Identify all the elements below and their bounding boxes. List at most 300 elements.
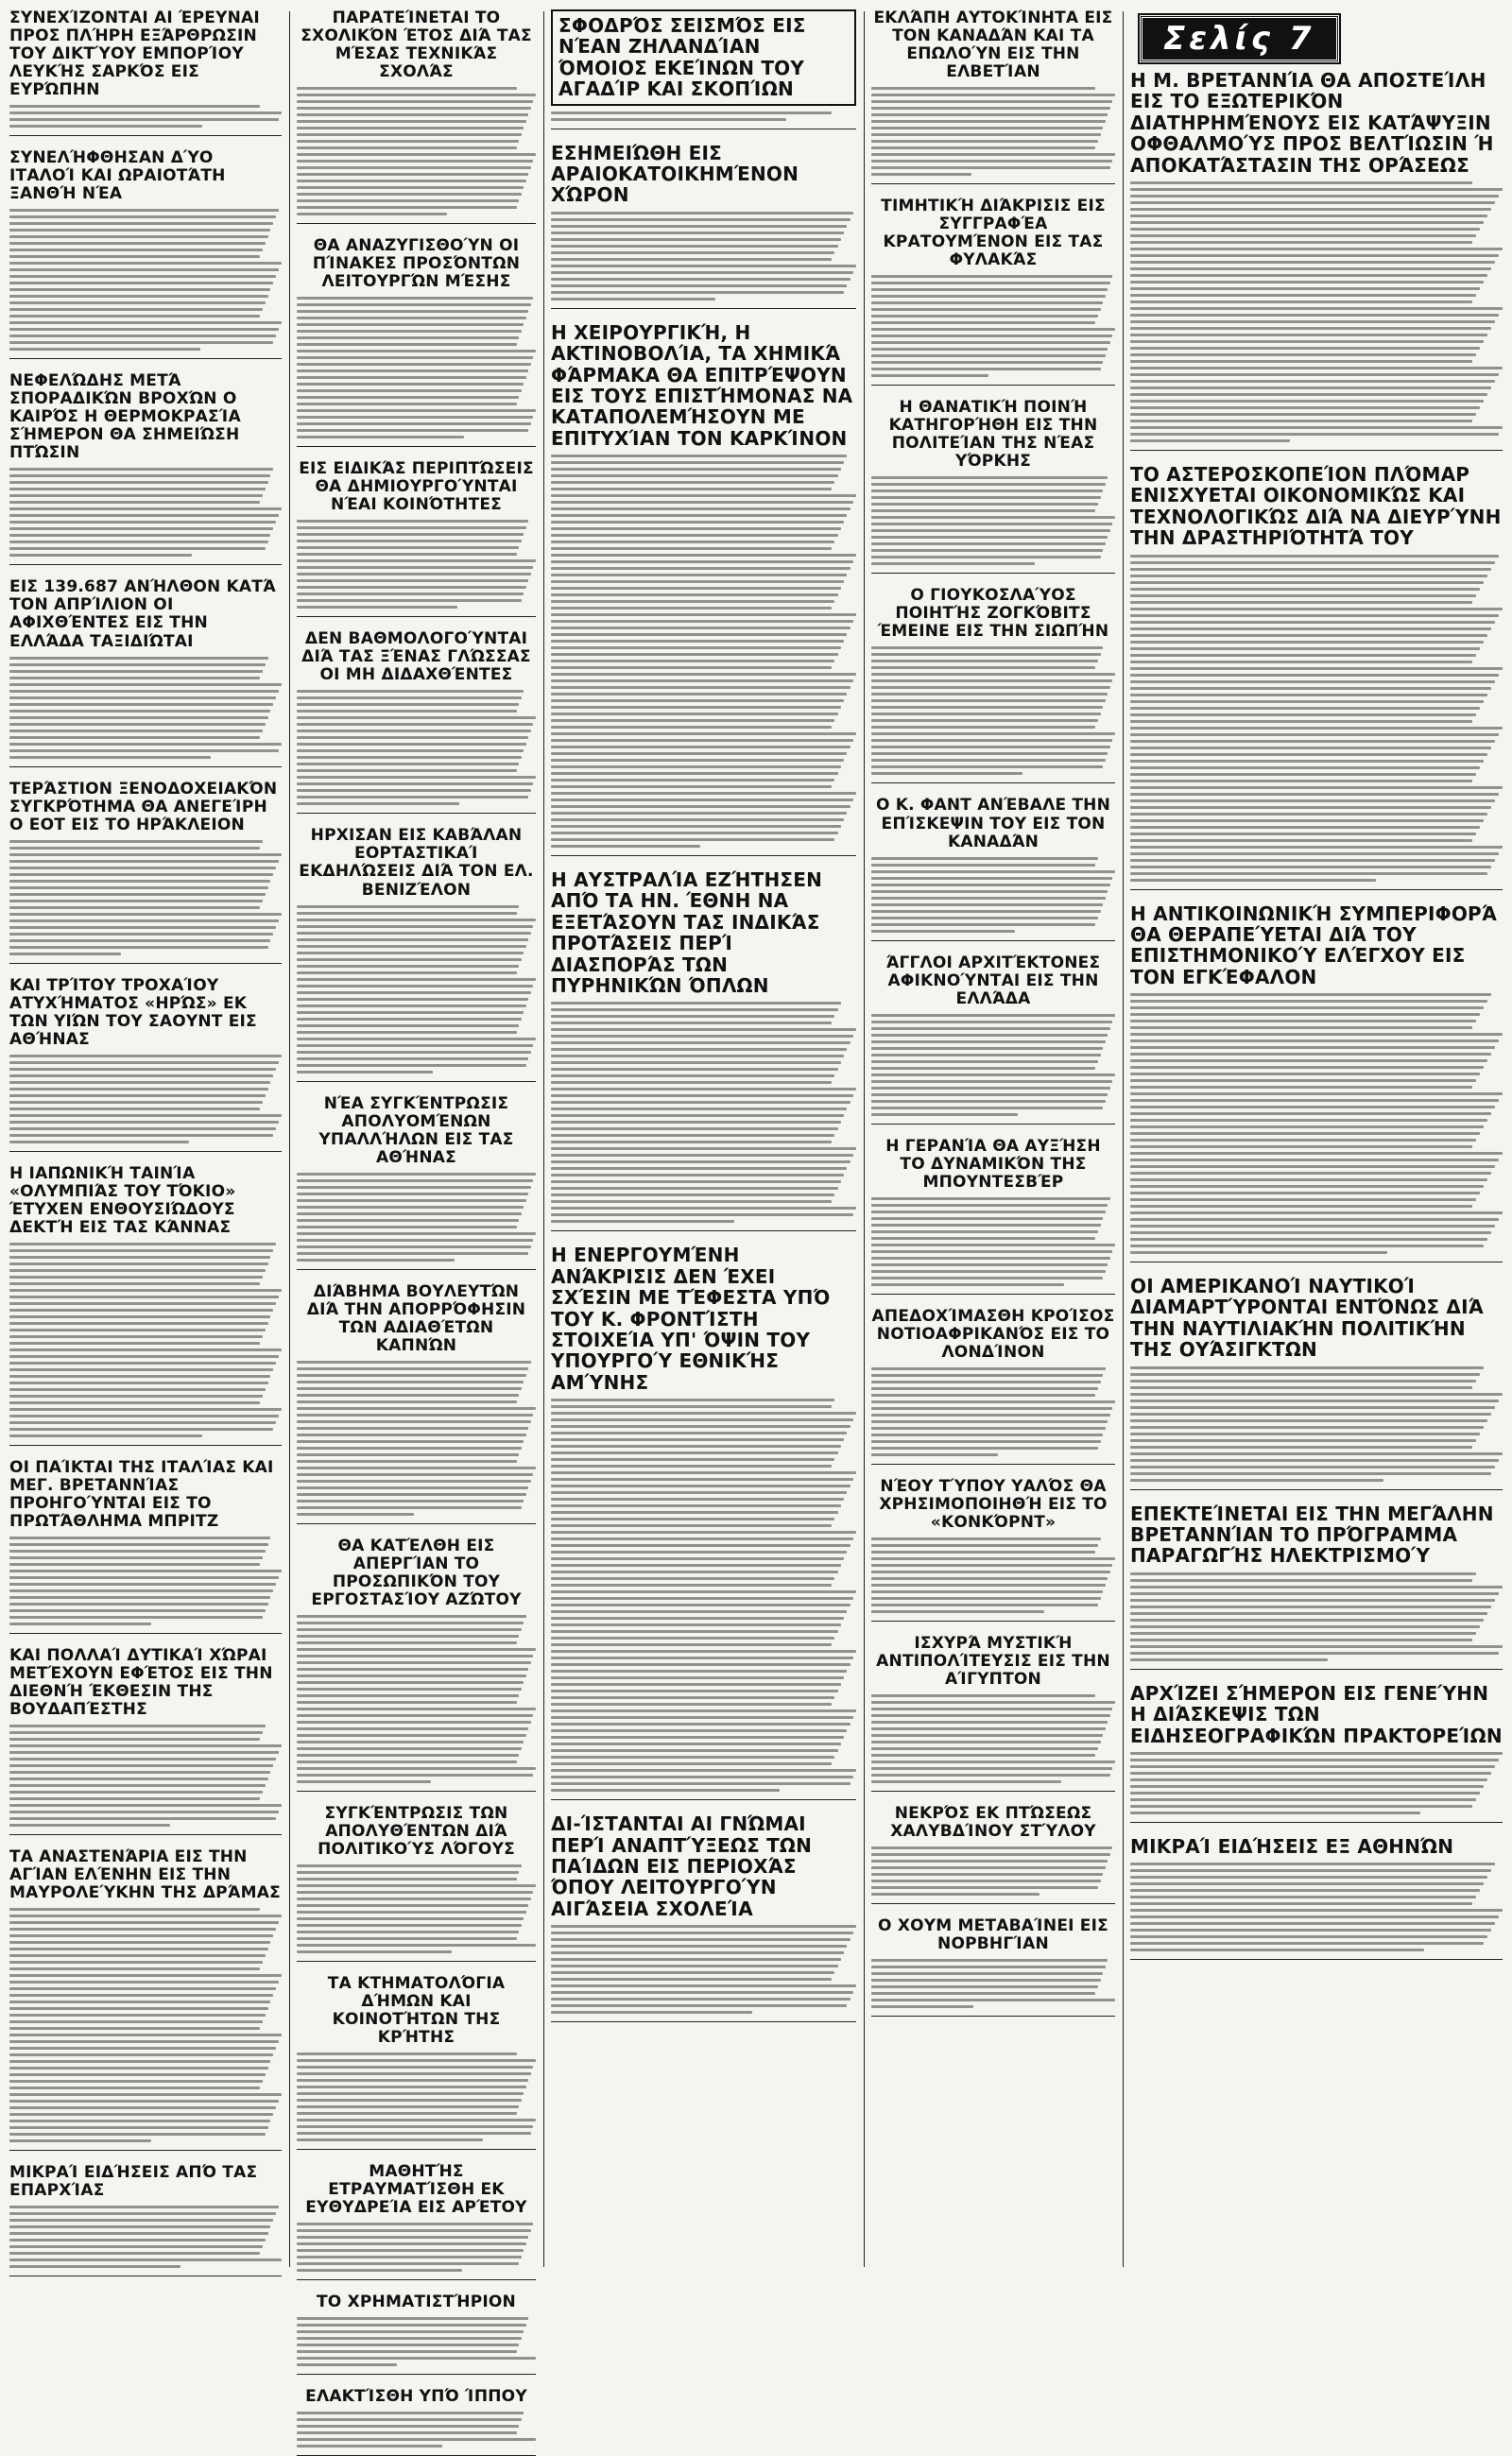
text-line: [1130, 1572, 1476, 1575]
text-line: [1130, 819, 1484, 822]
text-line: [1130, 1452, 1503, 1455]
text-line: [9, 1088, 268, 1091]
text-line: [871, 120, 1106, 123]
text-line: [1130, 1625, 1480, 1628]
text-line: [1130, 780, 1472, 782]
text-line: [9, 1114, 282, 1117]
text-line: [9, 105, 260, 108]
text-line: [297, 107, 531, 110]
text-line: [1130, 1413, 1491, 1416]
text-line: [297, 1864, 522, 1867]
text-line: [297, 1440, 524, 1443]
text-line: [9, 1269, 266, 1272]
text-line: [9, 215, 276, 218]
text-line: [551, 620, 853, 623]
text-line: [9, 723, 266, 726]
text-line: [1130, 1125, 1484, 1128]
text-line: [551, 580, 844, 583]
text-line: [1130, 1380, 1476, 1383]
text-line: [9, 494, 263, 497]
text-line: [1130, 1393, 1503, 1396]
text-line: [871, 1557, 1115, 1560]
article-divider: [9, 1834, 282, 1835]
text-line: [871, 301, 1103, 304]
text-line: [551, 1048, 847, 1051]
text-line: [1130, 1152, 1503, 1155]
text-line: [551, 1399, 834, 1401]
text-line: [1130, 215, 1487, 217]
text-line: [551, 719, 834, 722]
text-line: [9, 919, 279, 922]
text-line: [871, 529, 1110, 532]
text-line: [871, 341, 1110, 344]
text-line: [1130, 627, 1491, 630]
text-line: [551, 1571, 838, 1573]
text-line: [871, 562, 1035, 565]
text-line: [1130, 1053, 1491, 1056]
text-line: [297, 1460, 517, 1463]
text-line: [297, 1898, 531, 1900]
text-line: [1130, 1119, 1487, 1122]
text-line: [297, 1206, 524, 1209]
text-line: [1130, 201, 1495, 204]
text-line: [9, 1589, 273, 1592]
article: [297, 2163, 536, 2280]
text-line: [871, 536, 1108, 539]
text-line: [1130, 707, 1480, 710]
text-line: [1130, 1632, 1476, 1635]
text-line: [871, 173, 971, 176]
text-line: [297, 2138, 483, 2141]
article-divider: [1130, 889, 1503, 890]
article-body-text: [9, 105, 282, 128]
text-line: [1130, 674, 1499, 677]
text-line: [1130, 228, 1480, 231]
article-headline: ΙΣΧΥΡΆ ΜΥΣΤΙΚΉ ΑΝΤΙΠΟΛΊΤΕΥΣΙΣ ΕΙΣ ΤΗΝ ΑΊΓΥΠΤΟΝ: [876, 1633, 1110, 1689]
text-line: [297, 2059, 536, 2062]
text-line: [9, 1335, 263, 1338]
article-headline: ΤΑ ΚΤΗΜΑΤΟΛΌΓΙΑ ΔΉΜΩΝ ΚΑΙ ΚΟΙΝΟΤΉΤΩΝ ΤΗΣ ΚΡΉΤΗΣ: [327, 1974, 506, 2048]
text-line: [551, 1756, 834, 1759]
text-line: [9, 1731, 263, 1734]
text-line: [871, 1780, 1061, 1783]
article-headline: ΕΙΣ ΕΙΔΙΚΆΣ ΠΕΡΙΠΤΏΣΕΙΣ ΘΑ ΔΗΜΙΟΥΡΓΟΎΝΤΑΙ ΝΈΑΙ ΚΟΙΝΌΤΗΤΕΣ: [299, 459, 534, 515]
text-line: [9, 1141, 189, 1143]
text-line: [9, 1941, 270, 1944]
text-line: [551, 1925, 856, 1928]
text-line: [1130, 307, 1503, 310]
text-line: [297, 710, 517, 713]
text-line: [551, 779, 834, 781]
text-line: [551, 1425, 850, 1428]
article: [551, 1813, 856, 2022]
text-line: [551, 1471, 856, 1474]
article-body-text: [297, 1864, 536, 1953]
text-line: [9, 1249, 273, 1252]
article-body-text: [297, 1361, 536, 1516]
text-line: [551, 1971, 834, 1974]
text-line: [551, 494, 856, 497]
text-line: [9, 328, 279, 331]
text-line: [9, 1778, 268, 1780]
text-line: [1130, 879, 1376, 882]
text-line: [9, 1408, 282, 1411]
text-line: [551, 646, 841, 649]
article: [9, 9, 282, 136]
text-line: [871, 1197, 1110, 1200]
text-line: [551, 1690, 838, 1692]
text-line: [1130, 1400, 1499, 1402]
text-line: [297, 1615, 526, 1618]
text-line: [297, 146, 517, 149]
text-line: [297, 1741, 524, 1743]
text-line: [551, 1141, 832, 1143]
text-line: [297, 978, 536, 981]
text-line: [297, 1212, 522, 1215]
text-line: [1130, 1245, 1484, 1247]
text-line: [551, 1945, 847, 1948]
text-line: [297, 2242, 526, 2245]
article-divider: [9, 2150, 282, 2151]
text-line: [551, 765, 841, 768]
text-line: [297, 416, 533, 419]
text-line: [1130, 367, 1503, 369]
text-line: [9, 1921, 279, 1924]
text-line: [871, 1407, 1112, 1410]
text-line: [9, 295, 268, 298]
text-line: [871, 686, 1110, 689]
text-line: [551, 1736, 844, 1739]
text-line: [1130, 188, 1503, 191]
text-line: [551, 1984, 856, 1987]
text-line: [9, 1395, 263, 1398]
text-line: [871, 1760, 1115, 1763]
article-headline: ΜΑΘΗΤΉΣ ΕΤΡΑΥΜΑΤΊΣΘΗ ΕΚ ΕΥΘΥΔΡΕΊΑ ΕΙΣ ΑΡΈΤΟΥ: [305, 2162, 527, 2218]
text-line: [9, 1421, 276, 1424]
text-line: [9, 2001, 270, 2003]
text-line: [871, 496, 1101, 499]
text-line: [551, 1187, 838, 1190]
text-line: [551, 1630, 838, 1633]
column-rule: [543, 11, 544, 2267]
article-headline: Η ΓΕΡΑΝΊΑ ΘΑ ΑΥΞΉΣΗ ΤΟ ΔΥΝΑΜΙΚΌΝ ΤΗΣ ΜΠΟΥΝΤΕΣΒΈΡ: [885, 1136, 1101, 1192]
article: [1130, 1276, 1503, 1490]
article-headline: Η ΕΝΕΡΓΟΥΜΈΝΗ ΑΝΆΚΡΙΣΙΣ ΔΕΝ ΈΧΕΙ ΣΧΈΣΙΝ ΜΕ ΤΈΦΕΣΤΑ ΥΠΌ ΤΟΥ Κ. ΦΡΟΝΤΊΣΤΗ ΣΤΟΙΧΕΊΑ ΥΠ' ΌΨΙΝ ΤΟΥ ΥΠΟΥΡΓΟΎ ΕΘΝΙΚΉΣ ΑΜΎΝΗΣ: [551, 1244, 831, 1394]
text-line: [871, 542, 1106, 545]
text-line: [551, 1220, 734, 1223]
text-line: [871, 1577, 1108, 1580]
article-body-text: [297, 2412, 536, 2447]
text-line: [1130, 786, 1503, 789]
article-divider: [1130, 1959, 1503, 1960]
article: [871, 1917, 1115, 2017]
article: [9, 781, 282, 964]
text-line: [871, 153, 1115, 156]
text-line: [297, 599, 522, 602]
article-body-text: [871, 1367, 1115, 1456]
text-line: [297, 1480, 531, 1483]
article-headline: ΤΟ ΑΣΤΕΡΟΣΚΟΠΕΊΟΝ ΠΛΌΜΑΡ ΕΝΙΣΧΥΕΤΑΙ ΟΙΚΟΝΟΜΙΚΏΣ ΚΑΙ ΤΕΧΝΟΛΟΓΙΚΏΣ ΔΙΆ ΝΑ ΔΙΕΥΡΎΝΗ ΤΗΝ ΔΡΑΣΤΗΡΙΌΤΗΤΆ ΤΟΥ: [1130, 462, 1502, 550]
text-line: [871, 1230, 1098, 1233]
article-body-text: [1130, 993, 1503, 1254]
text-line: [1130, 1889, 1480, 1892]
text-line: [297, 1434, 526, 1436]
article-headline: Η ΘΑΝΑΤΙΚΉ ΠΟΙΝΉ ΚΑΤΗΓΟΡΉΘΗ ΕΙΣ ΤΗΝ ΠΟΛΙΤΕΊΑΝ ΤΗΣ ΝΈΑΣ ΥΌΡΚΗΣ: [888, 398, 1098, 472]
article: [1130, 464, 1503, 890]
text-line: [9, 2073, 266, 2076]
text-line: [551, 574, 847, 576]
text-line: [551, 1584, 832, 1587]
text-line: [871, 1387, 1098, 1390]
article-body-text: [871, 87, 1115, 176]
text-line: [551, 1729, 847, 1732]
text-line: [1130, 1639, 1472, 1641]
article-body-text: [297, 2223, 536, 2272]
article: [551, 869, 856, 1231]
text-line: [1130, 433, 1499, 436]
text-line: [551, 1590, 856, 1593]
text-line: [871, 1584, 1106, 1587]
article-headline: Ο Κ. ΦΑΝΤ ΑΝΈΒΑΛΕ ΤΗΝ ΕΠΊΣΚΕΨΙΝ ΤΟΥ ΕΙΣ ΤΟΝ ΚΑΝΑΔΆΝ: [875, 796, 1111, 851]
text-line: [297, 193, 522, 196]
text-line: [1130, 614, 1499, 617]
text-line: [871, 1734, 1103, 1737]
text-line: [297, 186, 524, 189]
text-line: [297, 2099, 522, 2102]
article-headline: ΤΙΜΗΤΙΚΉ ΔΙΆΚΡΙΣΙΣ ΕΙΣ ΣΥΓΓΡΑΦΈΑ ΚΡΑΤΟΥΜΈΝΟΝ ΕΙΣ ΤΑΣ ΦΥΛΑΚΆΣ: [881, 197, 1106, 270]
article: [871, 198, 1115, 386]
text-line: [871, 739, 1112, 742]
article: [871, 1635, 1115, 1792]
article-headline: ΚΑΙ ΠΟΛΛΑΊ ΔΥΤΙΚΑΊ ΧΏΡΑΙ ΜΕΤΈΧΟΥΝ ΕΦΈΤΟΣ ΕΙΣ ΤΗΝ ΔΙΕΘΝΉ ΈΚΘΕΣΙΝ ΤΗΣ ΒΟΥΔΑΠΈΣΤΗΣ: [9, 1646, 273, 1720]
text-line: [551, 1531, 856, 1534]
article: [871, 797, 1115, 940]
text-line: [551, 567, 850, 570]
text-line: [9, 1764, 273, 1767]
text-line: [1130, 1929, 1491, 1932]
text-line: [297, 403, 517, 405]
text-line: [1130, 1178, 1487, 1181]
article: [551, 322, 856, 856]
article-divider: [551, 308, 856, 309]
text-line: [551, 291, 844, 294]
text-line: [871, 746, 1110, 748]
text-line: [9, 1994, 273, 1997]
text-line: [9, 1342, 260, 1345]
text-line: [871, 759, 1106, 762]
text-line: [297, 2112, 517, 2115]
article-divider: [9, 766, 282, 767]
text-line: [551, 627, 850, 629]
text-line: [1130, 1882, 1484, 1885]
text-line: [871, 523, 1112, 525]
text-line: [297, 905, 519, 908]
text-line: [871, 1040, 1106, 1043]
text-line: [297, 422, 531, 425]
text-line: [9, 1388, 266, 1391]
text-line: [9, 710, 270, 713]
article-divider: [871, 782, 1115, 783]
text-line: [1130, 555, 1499, 558]
article-headline: ΕΙΣ 139.687 ΑΝΉΛΘΟΝ ΚΑΤΆ ΤΟΝ ΑΠΡΊΛΙΟΝ ΟΙ ΑΦΙΧΘΈΝΤΕΣ ΕΙΣ ΤΗΝ ΕΛΛΆΔΑ ΤΑΞΙΔΙΏΤΑΙ: [9, 577, 276, 651]
text-line: [297, 436, 464, 438]
article-divider: [297, 2374, 536, 2375]
text-line: [1130, 1373, 1480, 1376]
text-line: [297, 120, 526, 123]
text-line: [9, 2040, 279, 2043]
text-line: [1130, 1909, 1503, 1912]
article: [9, 372, 282, 565]
article-divider: [871, 940, 1115, 941]
text-line: [871, 516, 1115, 519]
text-line: [297, 206, 517, 209]
text-line: [871, 1447, 1098, 1450]
text-line: [9, 315, 260, 318]
text-line: [1130, 1145, 1472, 1148]
text-line: [297, 1701, 517, 1704]
text-line: [871, 133, 1101, 136]
text-line: [9, 1329, 266, 1331]
text-line: [871, 1047, 1103, 1050]
text-line: [9, 1121, 279, 1124]
text-line: [871, 146, 1095, 149]
text-line: [1130, 799, 1495, 802]
text-line: [871, 653, 1101, 656]
text-line: [9, 1609, 266, 1612]
article-body-text: [297, 520, 536, 609]
text-line: [297, 2256, 522, 2258]
text-line: [9, 886, 268, 889]
text-line: [551, 1081, 832, 1084]
article-divider: [871, 385, 1115, 386]
article-body-text: [871, 1846, 1115, 1896]
text-line: [871, 308, 1101, 311]
text-line: [1130, 859, 1495, 862]
text-line: [871, 361, 1103, 364]
text-line: [297, 1367, 528, 1370]
text-line: [871, 1087, 1110, 1090]
text-line: [871, 160, 1112, 163]
text-line: [9, 249, 263, 251]
text-line: [1130, 1805, 1472, 1808]
text-line: [297, 409, 536, 412]
text-line: [297, 1064, 526, 1067]
article-headline: ΘΑ ΑΝΑΖΥΓΙΣΘΟΎΝ ΟΙ ΠΊΝΑΚΕΣ ΠΡΟΣΌΝΤΩΝ ΛΕΙΤΟΥΡΓΏΝ ΜΈΣΗΣ: [312, 236, 521, 292]
text-line: [297, 166, 531, 169]
text-line: [1130, 1915, 1499, 1918]
text-line: [871, 1727, 1106, 1730]
text-line: [9, 1537, 270, 1539]
article-body-text: [1130, 181, 1503, 442]
article: [871, 399, 1115, 574]
text-line: [871, 752, 1108, 755]
article: [871, 954, 1115, 1125]
text-line: [1130, 340, 1484, 343]
text-line: [297, 1024, 519, 1027]
article-divider: [551, 2021, 856, 2022]
text-line: [1130, 700, 1484, 703]
text-line: [551, 1134, 834, 1137]
text-line: [871, 1741, 1101, 1743]
text-line: [297, 2079, 528, 2082]
text-line: [551, 1604, 850, 1606]
text-line: [551, 1998, 850, 2001]
text-line: [551, 1610, 847, 1613]
article-divider: [551, 1230, 856, 1231]
text-line: [551, 1418, 853, 1421]
text-line: [551, 1557, 844, 1560]
text-line: [551, 1154, 853, 1157]
text-line: [551, 679, 853, 682]
text-line: [297, 2269, 462, 2272]
text-line: [9, 2120, 270, 2122]
article: [297, 1805, 536, 1962]
text-line: [871, 1853, 1110, 1856]
text-line: [1130, 274, 1487, 277]
text-line: [297, 932, 531, 935]
text-line: [1130, 753, 1487, 756]
article: [297, 1537, 536, 1792]
text-line: [551, 633, 847, 636]
text-line: [297, 2337, 522, 2340]
text-line: [9, 1758, 276, 1760]
text-line: [551, 514, 847, 517]
text-line: [1130, 1192, 1480, 1194]
text-line: [551, 1147, 856, 1150]
text-line: [1130, 1612, 1487, 1615]
article-body-text: [9, 840, 282, 955]
article: [551, 9, 856, 129]
text-line: [297, 2431, 517, 2434]
text-line: [297, 1904, 528, 1907]
text-line: [9, 1355, 279, 1358]
text-line: [297, 2412, 524, 2414]
text-line: [551, 1789, 780, 1792]
article-headline: ΝΈΑ ΣΥΓΚΈΝΤΡΩΣΙΣ ΑΠΟΛΥΟΜΈΝΩΝ ΥΠΑΛΛΉΛΩΝ ΕΙΣ ΤΑΣ ΑΘΉΝΑΣ: [318, 1093, 514, 1167]
text-line: [871, 666, 1095, 669]
text-line: [9, 1309, 273, 1312]
text-line: [9, 1282, 260, 1285]
text-line: [9, 501, 260, 504]
text-line: [9, 1797, 260, 1800]
text-line: [297, 723, 533, 726]
text-line: [297, 690, 524, 693]
text-line: [297, 1414, 533, 1417]
article-headline: ΕΣΗΜΕΙΏΘΗ ΕΙΣ ΑΡΑΙΟΚΑΤΟΙΚΗΜΈΝΟΝ ΧΏΡΟΝ: [551, 141, 799, 207]
text-line: [551, 772, 838, 775]
text-line: [551, 1958, 841, 1961]
text-line: [297, 2324, 526, 2327]
text-line: [1130, 1185, 1484, 1188]
text-line: [9, 1256, 270, 1259]
text-line: [551, 1597, 853, 1600]
text-line: [9, 2100, 279, 2103]
text-line: [297, 1044, 533, 1047]
article-body-text: [9, 1537, 282, 1625]
text-line: [871, 864, 1095, 867]
text-line: [871, 483, 1106, 486]
text-line: [1130, 852, 1499, 855]
text-line: [9, 118, 279, 121]
text-line: [1130, 1198, 1476, 1201]
text-line: [9, 663, 266, 666]
text-line: [1130, 1079, 1476, 1082]
text-line: [9, 1596, 270, 1599]
article-body-text: [1130, 1752, 1503, 1814]
text-line: [551, 245, 838, 248]
text-line: [551, 1657, 853, 1659]
text-line: [1130, 1876, 1487, 1879]
